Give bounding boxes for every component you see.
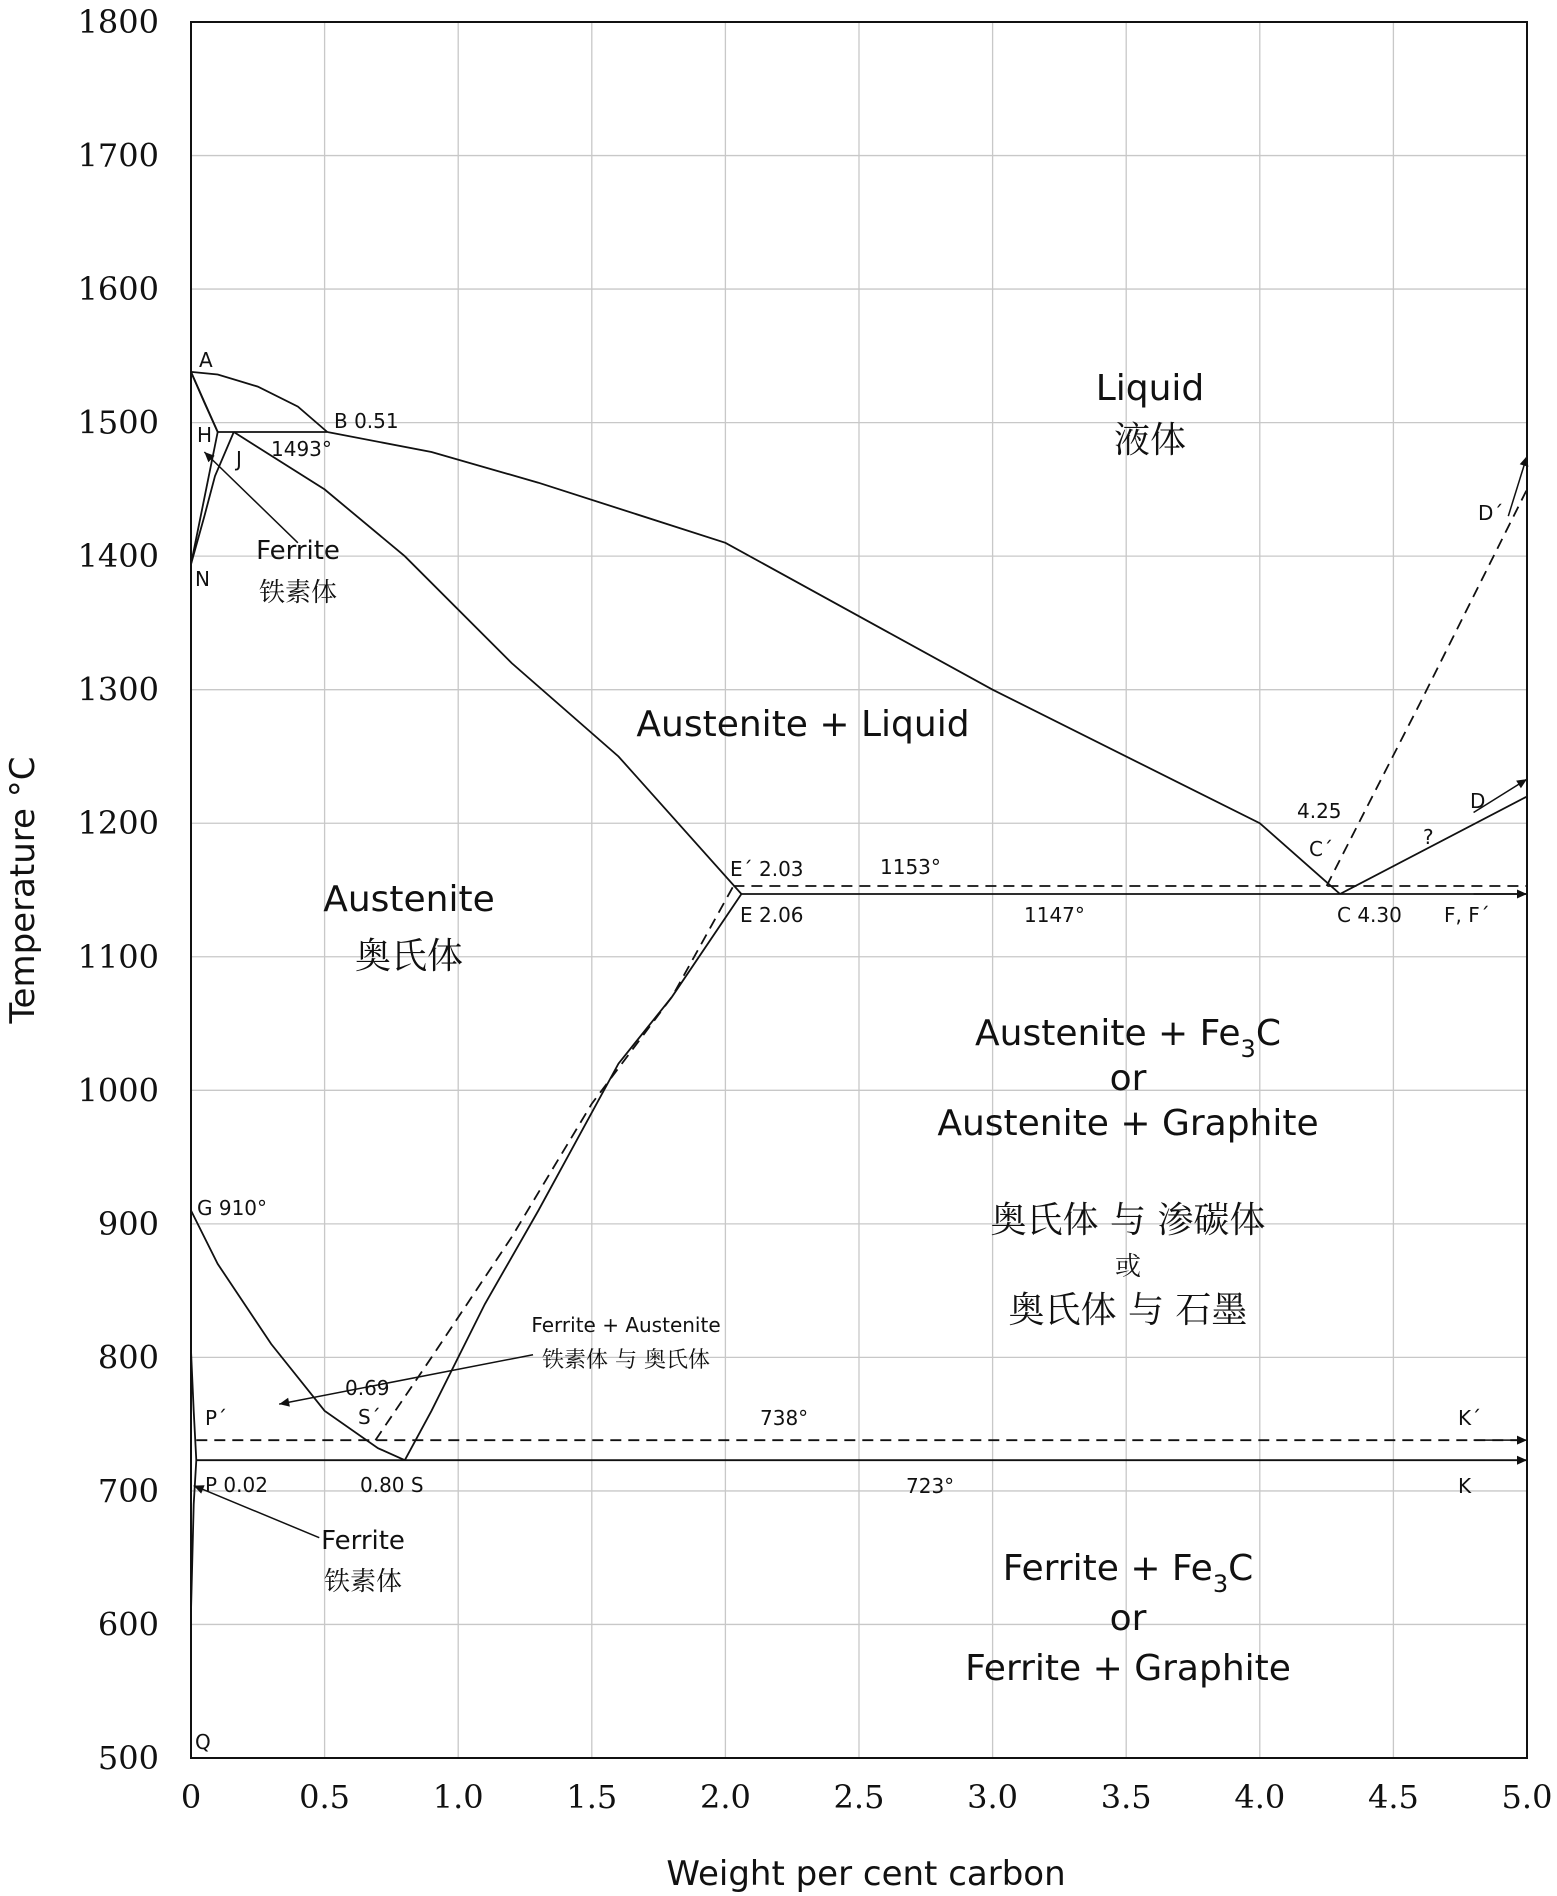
annot-738: 738°	[760, 1406, 809, 1430]
label-austenite-graphite: Austenite + Graphite	[937, 1103, 1319, 1144]
label-or-2: or	[1109, 1598, 1147, 1639]
x-tick-label: 3.5	[1100, 1778, 1152, 1816]
label-austenite-fe3c-sub: 3	[1240, 1035, 1256, 1063]
annot-C: C 4.30	[1337, 903, 1402, 927]
arrow-shaft	[279, 1355, 533, 1404]
label-ferrite-austenite: Ferrite + Austenite	[531, 1313, 721, 1337]
label-or-1: or	[1109, 1058, 1147, 1099]
phase-line-11	[405, 894, 742, 1460]
annot-Kprime: K´	[1458, 1406, 1482, 1430]
label-ferrite-top-cn: 铁素体	[258, 578, 338, 608]
x-tick-label: 2.0	[699, 1778, 751, 1816]
arrow-2	[1474, 890, 1527, 899]
annot-J: J	[236, 447, 242, 471]
label-ferrite-fe3c	[1003, 1548, 1253, 1598]
label-austenite-liquid: Austenite + Liquid	[636, 704, 970, 745]
y-tick-label: 1800	[77, 3, 159, 41]
phase-line-7	[191, 432, 234, 564]
label-austenite: Austenite	[323, 879, 495, 920]
phase-line-6	[191, 432, 218, 564]
y-tick-label: 900	[97, 1204, 159, 1243]
annot-question: ?	[1423, 825, 1434, 849]
arrow-head	[1517, 890, 1527, 899]
x-tick-label: 5.0	[1501, 1778, 1553, 1816]
annot-K: K	[1458, 1474, 1472, 1498]
y-tick-label: 700	[97, 1471, 159, 1510]
y-tick-label: 1200	[77, 804, 159, 843]
annot-H: H	[197, 423, 213, 447]
arrow-head	[279, 1398, 290, 1407]
annot-N: N	[195, 567, 210, 591]
annot-Q: Q	[195, 1730, 211, 1754]
y-tick-label: 1700	[77, 136, 159, 175]
tick-labels	[78, 3, 1553, 1816]
x-tick-label: 0	[180, 1778, 202, 1816]
y-tick-label: 1600	[77, 270, 159, 309]
y-tick-label: 600	[97, 1605, 159, 1644]
x-tick-label: 4.0	[1234, 1778, 1286, 1816]
label-ferrite-bottom: Ferrite	[321, 1526, 405, 1556]
label-or-cn: 或	[1114, 1252, 1142, 1282]
annot-FF: F, F´	[1444, 903, 1490, 927]
annot-425: 4.25	[1297, 799, 1342, 823]
label-ferrite-fe3c-sub: 3	[1212, 1570, 1229, 1598]
annot-Pprime: P´	[205, 1406, 228, 1430]
label-ferrite-bottom-cn: 铁素体	[323, 1567, 403, 1597]
annot-069: 0.69	[345, 1376, 390, 1400]
phase-line-8	[234, 432, 742, 894]
y-tick-label: 1300	[77, 670, 159, 709]
y-tick-label: 1000	[77, 1071, 159, 1110]
label-austenite-fe3c-main: Austenite + Fe	[975, 1013, 1241, 1054]
x-tick-label: 4.5	[1367, 1778, 1419, 1816]
arrows	[194, 452, 1529, 1538]
annot-Dprime: D´	[1478, 501, 1504, 525]
annot-G: G 910°	[197, 1196, 268, 1220]
annot-723: 723°	[906, 1474, 955, 1498]
label-austenite-fe3c-cn: 奥氏体 与 渗碳体	[990, 1200, 1266, 1241]
x-tick-label: 3.0	[967, 1778, 1019, 1816]
annot-S: 0.80 S	[360, 1473, 424, 1497]
y-tick-label: 1500	[77, 403, 159, 442]
phase-line-1	[327, 432, 1340, 894]
annot-1153: 1153°	[880, 855, 941, 879]
annot-1493: 1493°	[271, 437, 332, 461]
y-tick-label: 1400	[77, 537, 159, 576]
annot-P: P 0.02	[205, 1473, 268, 1497]
label-austenite-fe3c-c: C	[1255, 1013, 1281, 1054]
y-tick-label: 1100	[77, 937, 159, 976]
annot-D: D	[1470, 789, 1486, 813]
annot-Eprime: E´ 2.03	[730, 857, 804, 881]
y-tick-label: 500	[97, 1739, 159, 1777]
label-ferrite-fe3c-c: C	[1228, 1548, 1254, 1589]
label-austenite-cn: 奥氏体	[354, 936, 464, 977]
annot-E: E 2.06	[740, 903, 804, 927]
label-liquid: Liquid	[1095, 368, 1205, 409]
annot-Sprime: S´	[358, 1405, 381, 1429]
label-ferrite-fe3c-main: Ferrite + Fe	[1002, 1548, 1213, 1589]
label-liquid-cn: 液体	[1113, 420, 1187, 461]
arrow-5	[204, 452, 298, 543]
x-tick-label: 2.5	[833, 1778, 885, 1816]
arrow-3	[1474, 1436, 1527, 1445]
label-austenite-fe3c	[975, 1013, 1281, 1063]
x-tick-label: 1.0	[432, 1778, 484, 1816]
y-axis-title: Temperature °C	[3, 756, 43, 1024]
arrow-6	[279, 1355, 533, 1407]
annot-A: A	[199, 348, 213, 372]
arrow-shaft	[204, 452, 298, 543]
annot-Cprime: C´	[1309, 837, 1333, 861]
arrow-head	[1520, 456, 1529, 467]
label-austenite-graphite-cn: 奥氏体 与 石墨	[1008, 1290, 1248, 1331]
x-tick-label: 1.5	[566, 1778, 618, 1816]
label-ferrite-top: Ferrite	[256, 536, 340, 566]
arrow-head	[1517, 1436, 1527, 1445]
label-ferrite-graphite: Ferrite + Graphite	[965, 1648, 1291, 1689]
annot-1147: 1147°	[1024, 903, 1085, 927]
x-tick-label: 0.5	[299, 1778, 351, 1816]
x-axis-title: Weight per cent carbon	[666, 1854, 1066, 1894]
label-ferrite-austenite-cn: 铁素体 与 奥氏体	[542, 1348, 710, 1373]
y-tick-label: 800	[97, 1338, 159, 1377]
arrow-head	[1516, 779, 1527, 788]
annot-B: B 0.51	[334, 409, 399, 433]
arrow-head	[1517, 1456, 1527, 1465]
arrow-4	[1474, 1456, 1527, 1465]
